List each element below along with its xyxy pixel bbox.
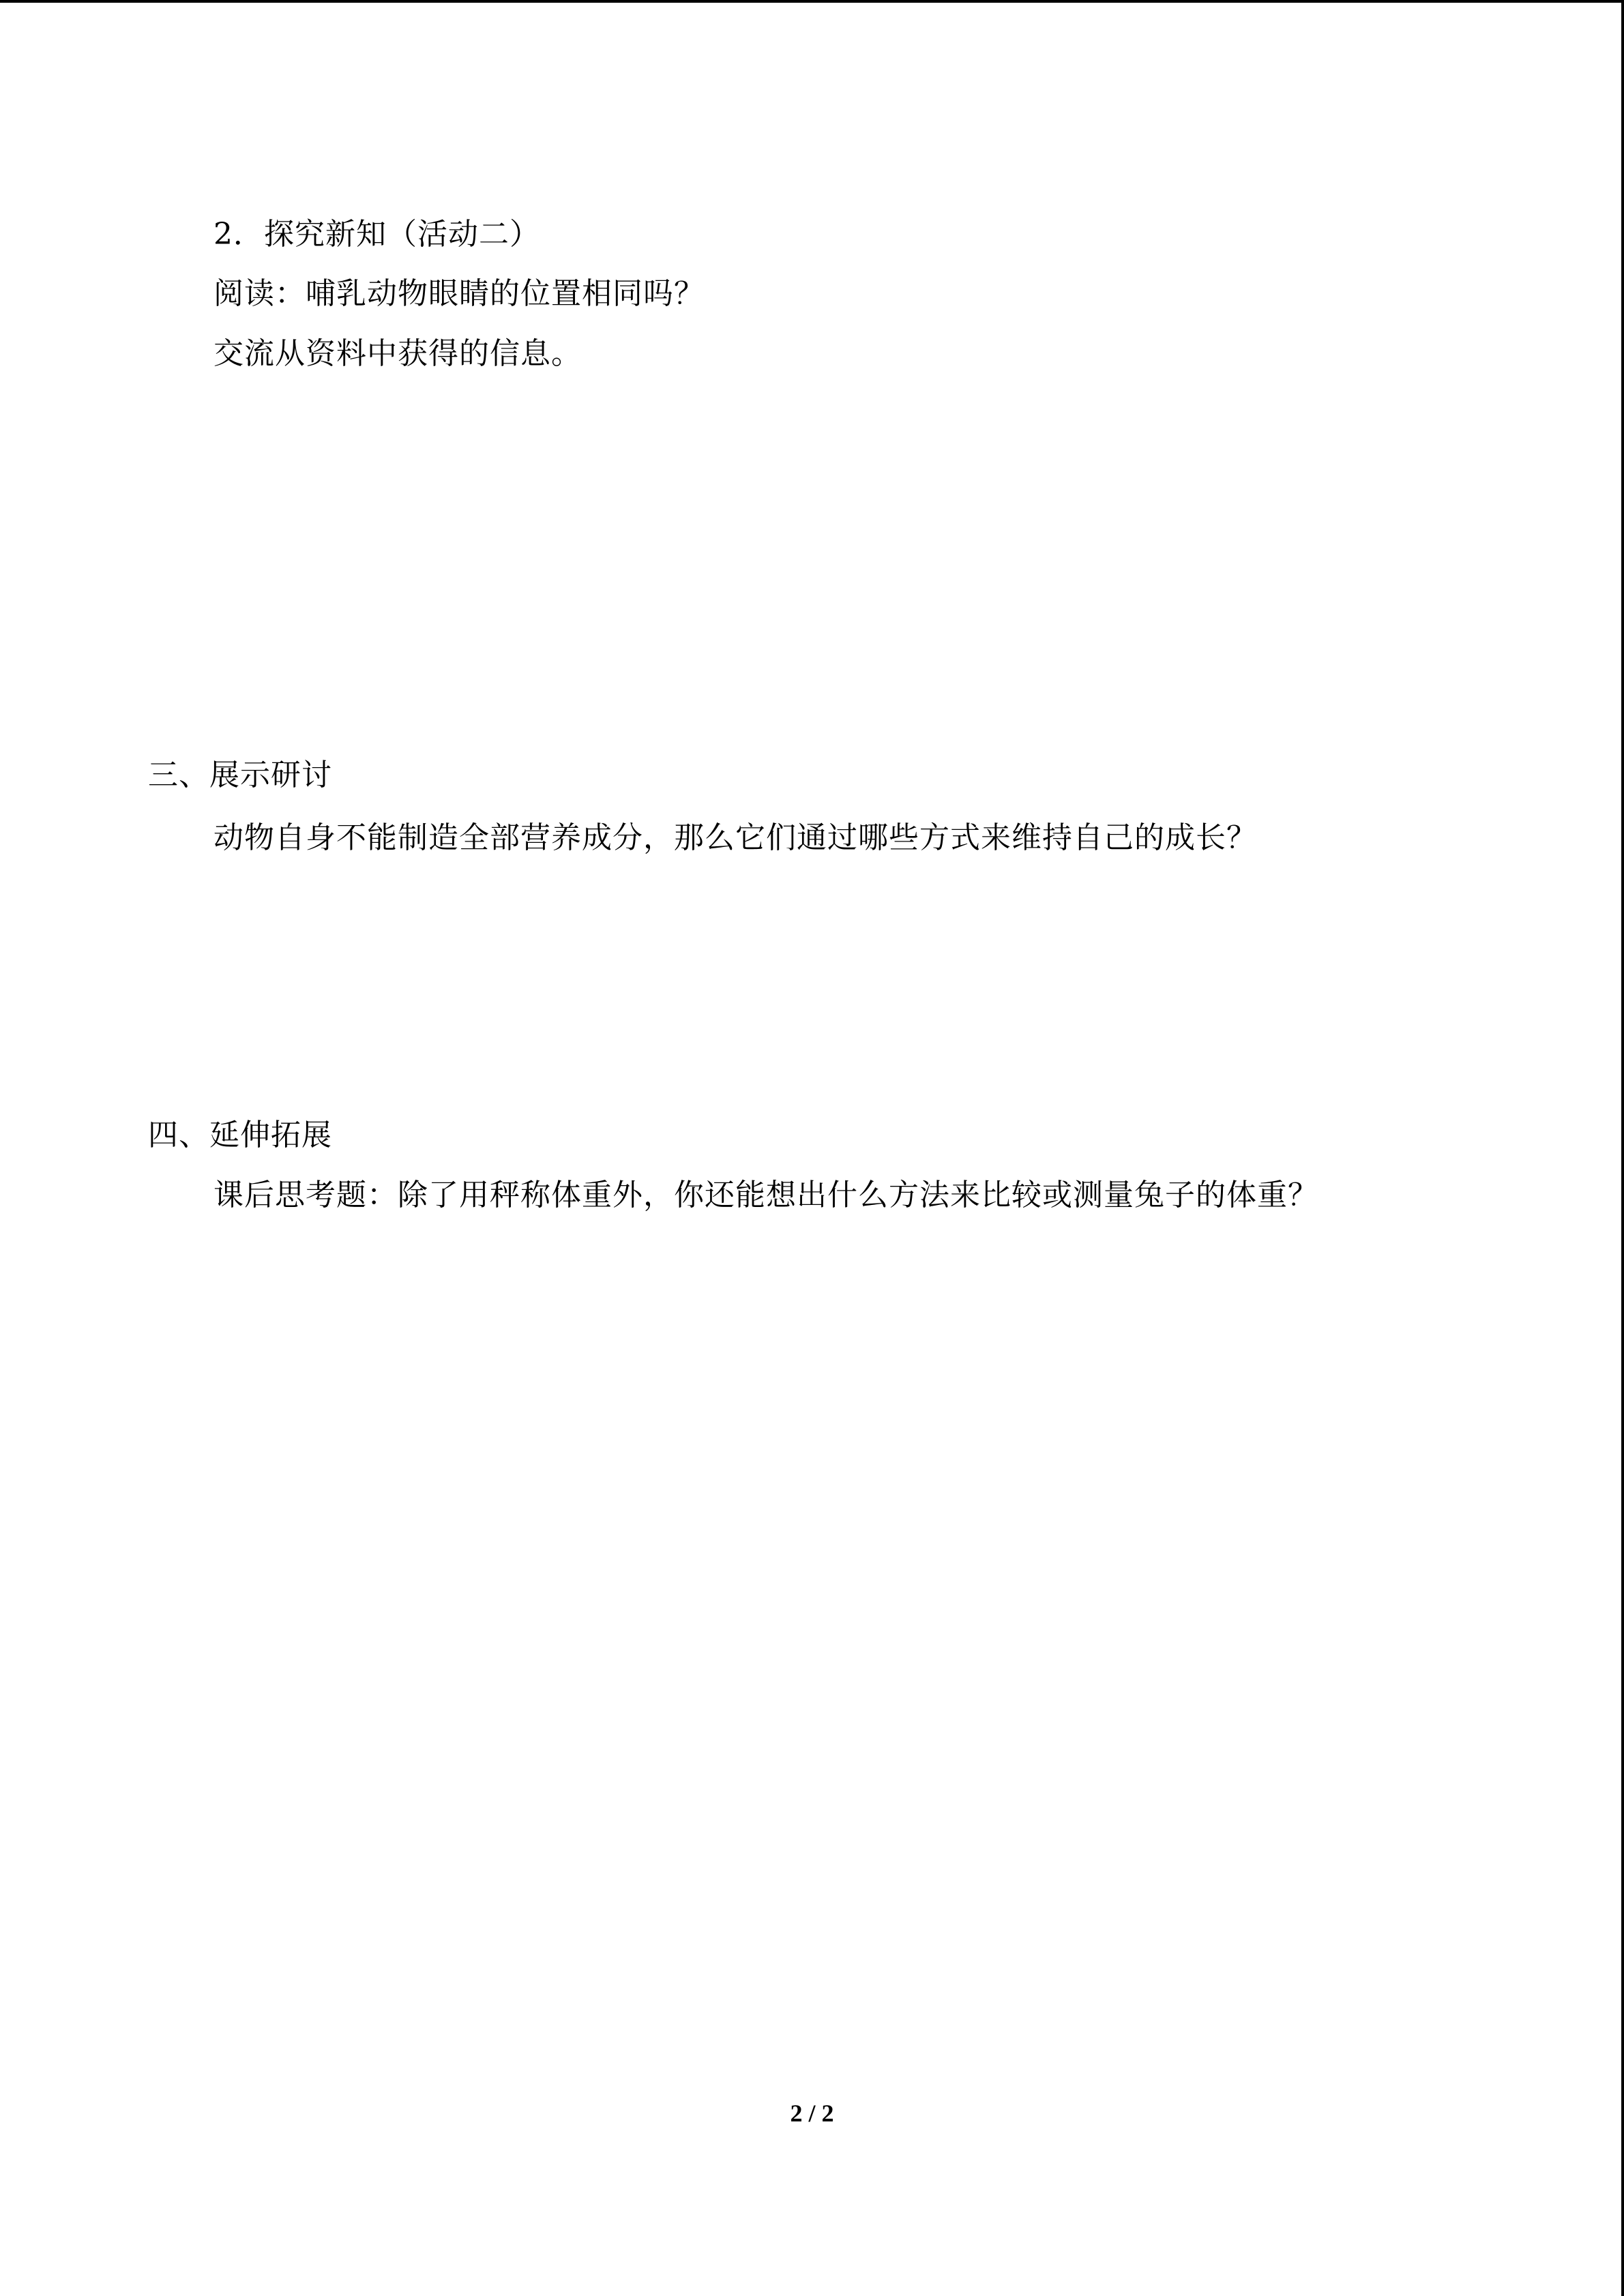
extension-heading: 四、延伸拓展 — [148, 1118, 332, 1152]
reading-question: 阅读：哺乳动物眼睛的位置相同吗？ — [213, 276, 705, 311]
discussion-question: 动物自身不能制造全部营养成分，那么它们通过哪些方式来维持自己的成长？ — [213, 820, 1257, 855]
page-number: 2 / 2 — [790, 2100, 834, 2127]
extension-question: 课后思考题：除了用秤称体重外，你还能想出什么方法来比较或测量兔子的体重？ — [213, 1178, 1318, 1212]
explore-subheading: 2．探究新知（活动二） — [213, 217, 540, 252]
exchange-instruction: 交流从资料中获得的信息。 — [213, 336, 582, 371]
discussion-heading: 三、展示研讨 — [148, 758, 332, 792]
